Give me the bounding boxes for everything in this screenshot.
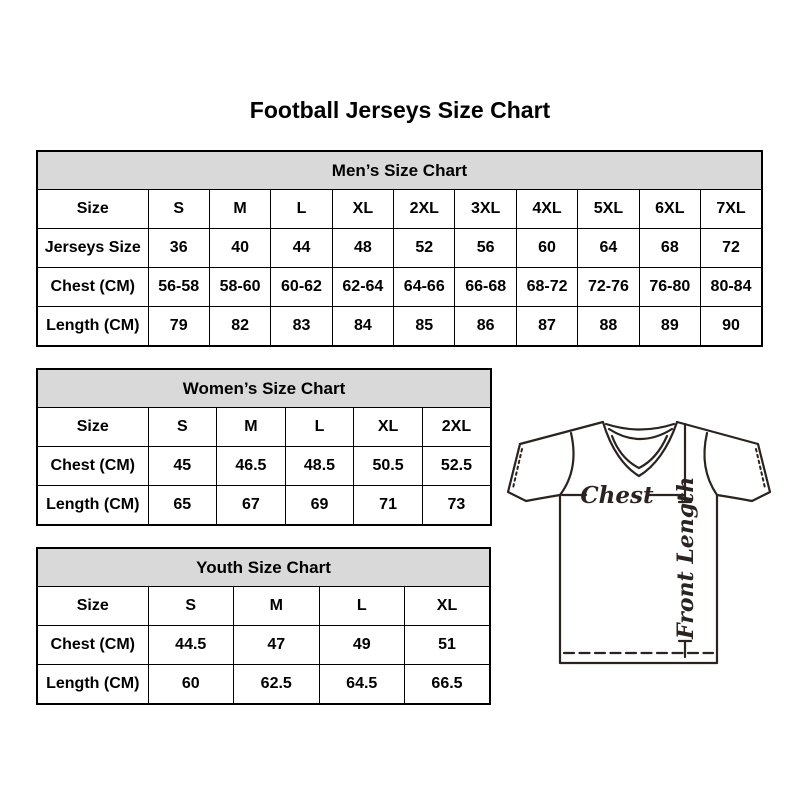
size-cell: 5XL	[578, 190, 639, 229]
front-length-label: Front Length	[673, 476, 699, 639]
jersey-measurement-diagram	[500, 405, 790, 695]
row-label: Chest (CM)	[37, 626, 148, 665]
size-cell: 87	[516, 307, 577, 347]
size-cell: 73	[422, 486, 491, 526]
size-cell: 89	[639, 307, 700, 347]
table-row	[37, 408, 491, 447]
jersey-collar-inner-v	[612, 436, 667, 468]
women-table-title: Women’s Size Chart	[37, 369, 491, 408]
jersey-left-shoulder	[520, 422, 603, 444]
jersey-left-seam	[560, 433, 574, 495]
size-cell: 2XL	[394, 190, 455, 229]
size-cell: 82	[209, 307, 270, 347]
size-cell: 3XL	[455, 190, 516, 229]
size-cell: XL	[405, 587, 491, 626]
table-row	[37, 486, 491, 526]
row-label: Size	[37, 587, 148, 626]
table-row	[37, 587, 490, 626]
size-cell: 85	[394, 307, 455, 347]
size-cell: 65	[148, 486, 217, 526]
table-row	[37, 626, 490, 665]
size-cell: 36	[148, 229, 209, 268]
size-cell: S	[148, 190, 209, 229]
row-label: Size	[37, 190, 148, 229]
size-cell: 72-76	[578, 268, 639, 307]
chest-label: Chest	[580, 482, 654, 509]
size-cell: 44.5	[148, 626, 234, 665]
size-cell: M	[217, 408, 286, 447]
jersey-right-shoulder	[677, 422, 758, 444]
men-table-title: Men’s Size Chart	[37, 151, 762, 190]
size-cell: 62.5	[234, 665, 320, 705]
size-cell: L	[271, 190, 332, 229]
youth-size-table	[36, 547, 491, 705]
size-cell: 64-66	[394, 268, 455, 307]
table-header-row	[37, 369, 491, 408]
youth-table-title: Youth Size Chart	[37, 548, 490, 587]
size-cell: 49	[319, 626, 405, 665]
table-row	[37, 307, 762, 347]
table-row	[37, 447, 491, 486]
size-cell: 79	[148, 307, 209, 347]
size-cell: 48	[332, 229, 393, 268]
size-cell: 86	[455, 307, 516, 347]
size-cell: L	[319, 587, 405, 626]
size-cell: 90	[701, 307, 762, 347]
size-cell: 60-62	[271, 268, 332, 307]
size-cell: 7XL	[701, 190, 762, 229]
table-row	[37, 665, 490, 705]
row-label: Length (CM)	[37, 486, 148, 526]
row-label: Size	[37, 408, 148, 447]
size-cell: 51	[405, 626, 491, 665]
size-cell: 52.5	[422, 447, 491, 486]
size-cell: 40	[209, 229, 270, 268]
size-cell: 88	[578, 307, 639, 347]
table-header-row	[37, 151, 762, 190]
size-cell: 80-84	[701, 268, 762, 307]
size-cell: S	[148, 408, 217, 447]
jersey-collar-back-1	[606, 424, 674, 430]
size-cell: 46.5	[217, 447, 286, 486]
size-cell: 60	[516, 229, 577, 268]
table-header-row	[37, 548, 490, 587]
row-label: Jerseys Size	[37, 229, 148, 268]
size-cell: 4XL	[516, 190, 577, 229]
size-cell: 71	[354, 486, 423, 526]
row-label: Length (CM)	[37, 307, 148, 347]
size-cell: 84	[332, 307, 393, 347]
size-cell: 45	[148, 447, 217, 486]
size-cell: 6XL	[639, 190, 700, 229]
page-title: Football Jerseys Size Chart	[249, 97, 551, 123]
size-cell: M	[209, 190, 270, 229]
size-cell: 52	[394, 229, 455, 268]
row-label: Chest (CM)	[37, 447, 148, 486]
size-cell: 69	[285, 486, 354, 526]
row-label: Length (CM)	[37, 665, 148, 705]
size-cell: 50.5	[354, 447, 423, 486]
size-cell: 2XL	[422, 408, 491, 447]
size-cell: 83	[271, 307, 332, 347]
row-label: Chest (CM)	[37, 268, 148, 307]
size-cell: L	[285, 408, 354, 447]
size-cell: 66.5	[405, 665, 491, 705]
size-cell: 60	[148, 665, 234, 705]
size-cell: 67	[217, 486, 286, 526]
size-cell: 47	[234, 626, 320, 665]
jersey-right-seam	[704, 433, 717, 495]
table-row	[37, 268, 762, 307]
size-cell: 72	[701, 229, 762, 268]
size-cell: 68	[639, 229, 700, 268]
size-cell: XL	[354, 408, 423, 447]
size-cell: 64.5	[319, 665, 405, 705]
womens-size-table	[36, 368, 492, 526]
table-row	[37, 190, 762, 229]
size-cell: 48.5	[285, 447, 354, 486]
size-cell: S	[148, 587, 234, 626]
size-cell: 62-64	[332, 268, 393, 307]
table-row	[37, 229, 762, 268]
size-cell: 58-60	[209, 268, 270, 307]
size-cell: M	[234, 587, 320, 626]
mens-size-table	[36, 150, 763, 347]
size-cell: 56	[455, 229, 516, 268]
size-cell: 76-80	[639, 268, 700, 307]
size-cell: 66-68	[455, 268, 516, 307]
size-cell: 44	[271, 229, 332, 268]
size-cell: 68-72	[516, 268, 577, 307]
size-cell: 56-58	[148, 268, 209, 307]
size-cell: 64	[578, 229, 639, 268]
size-cell: XL	[332, 190, 393, 229]
